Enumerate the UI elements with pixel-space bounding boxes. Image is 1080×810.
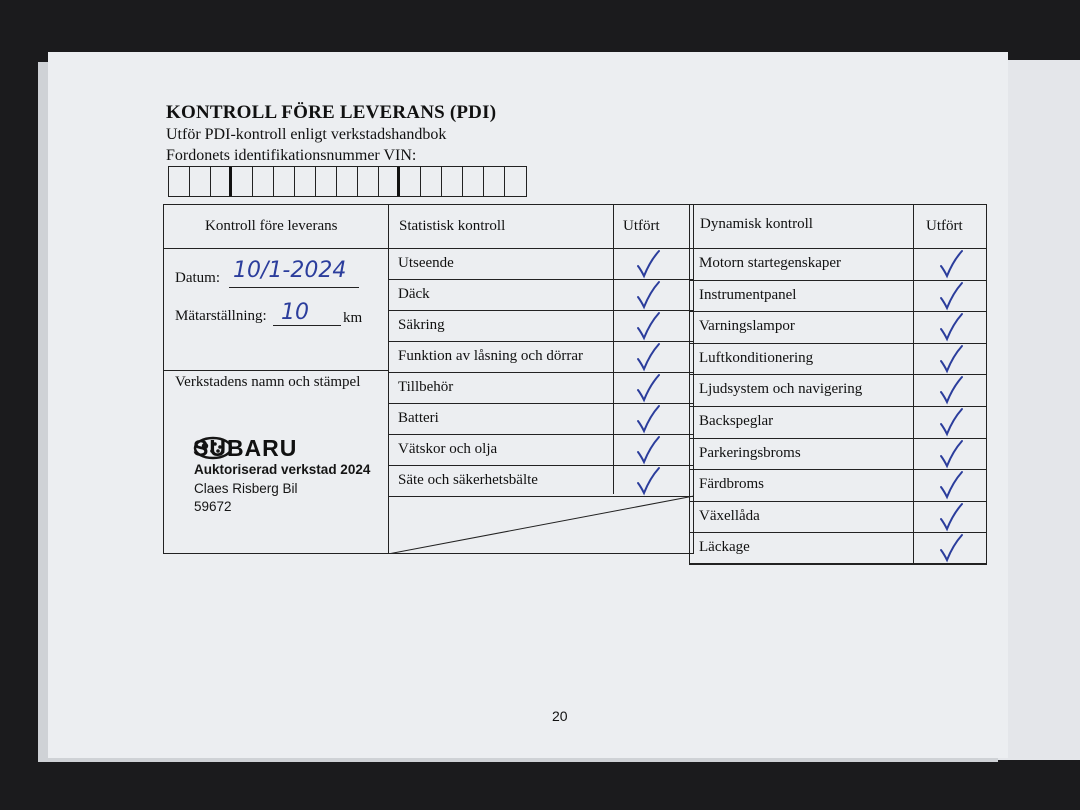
page-title: KONTROLL FÖRE LEVERANS (PDI): [166, 102, 497, 123]
vin-character-box[interactable]: [379, 167, 400, 196]
checkmark-icon[interactable]: [635, 311, 661, 341]
static-item-label: Säte och säkerhetsbälte: [398, 472, 538, 488]
static-item-label: Utseende: [398, 255, 454, 271]
stamp-brand: SUBARU: [193, 435, 298, 461]
checkmark-icon[interactable]: [938, 344, 964, 374]
dynamic-item-label: Instrumentpanel: [699, 286, 797, 303]
vin-character-box[interactable]: [253, 167, 274, 196]
checkmark-icon[interactable]: [635, 249, 661, 279]
dynamic-rows-end: [689, 564, 987, 565]
checkmark-icon[interactable]: [938, 470, 964, 500]
dynamic-item-label: Backspeglar: [699, 413, 774, 429]
left-header-divider: [163, 248, 389, 249]
checkmark-icon[interactable]: [938, 281, 964, 311]
vin-character-box[interactable]: [211, 167, 232, 196]
dynamic-item-label: Parkeringsbroms: [699, 444, 801, 461]
vin-character-box[interactable]: [484, 167, 505, 196]
checkmark-icon[interactable]: [635, 404, 661, 434]
date-label: Datum:: [175, 270, 220, 286]
static-control-header: Statistisk kontroll: [399, 218, 506, 234]
stamp-line-authorized: Auktoriserad verkstad 2024: [194, 462, 371, 477]
vin-character-box[interactable]: [232, 167, 253, 196]
static-item-label: Vätskor och olja: [398, 441, 498, 457]
static-item-label: Funktion av låsning och dörrar: [398, 348, 583, 364]
odometer-value[interactable]: 10: [281, 300, 309, 325]
left-panel-header: Kontroll före leverans: [205, 218, 338, 234]
pdi-form: [163, 204, 986, 564]
vin-character-box[interactable]: [190, 167, 211, 196]
dynamic-item-label: Ljudsystem och navigering: [699, 381, 863, 398]
static-done-header: Utfört: [623, 218, 660, 234]
vin-character-box[interactable]: [274, 167, 295, 196]
static-item-label: Batteri: [398, 410, 439, 426]
page-number: 20: [552, 708, 568, 724]
vin-character-box[interactable]: [400, 167, 421, 196]
workshop-label: Verkstadens namn och stämpel: [175, 374, 361, 390]
vin-character-box[interactable]: [463, 167, 484, 196]
static-item-label: Säkring: [398, 317, 445, 333]
odometer-underline: [273, 325, 341, 326]
vin-character-box[interactable]: [169, 167, 190, 196]
vin-character-box[interactable]: [337, 167, 358, 196]
vin-label: Fordonets identifikationsnummer VIN:: [166, 147, 417, 164]
checkmark-icon[interactable]: [938, 439, 964, 469]
checkmark-icon[interactable]: [635, 466, 661, 496]
vin-character-box[interactable]: [442, 167, 463, 196]
date-underline: [229, 287, 359, 288]
dynamic-item-label: Varningslampor: [699, 318, 795, 335]
checkmark-icon[interactable]: [938, 312, 964, 342]
vin-character-box[interactable]: [421, 167, 442, 196]
checkmark-icon[interactable]: [938, 249, 964, 279]
vin-character-box[interactable]: [358, 167, 379, 196]
document-page: [48, 52, 1008, 758]
dynamic-item-label: Luftkonditionering: [699, 349, 814, 366]
stamp-line-dealer: Claes Risberg Bil: [194, 481, 298, 496]
page-subtitle: Utför PDI-kontroll enligt verkstadshandbok: [166, 126, 447, 143]
checkmark-icon[interactable]: [938, 533, 964, 563]
dynamic-item-label: Färdbroms: [699, 476, 764, 493]
stamp-line-number: 59672: [194, 499, 232, 514]
vin-field[interactable]: [168, 166, 527, 197]
dynamic-item-label: Läckage: [699, 539, 750, 556]
checkmark-icon[interactable]: [635, 280, 661, 310]
checkmark-icon[interactable]: [938, 407, 964, 437]
vin-character-box[interactable]: [316, 167, 337, 196]
dynamic-done-header: Utfört: [926, 218, 963, 234]
checkmark-icon[interactable]: [635, 435, 661, 465]
vin-character-box[interactable]: [505, 167, 526, 196]
checkmark-icon[interactable]: [635, 342, 661, 372]
dynamic-item-label: Motorn startegenskaper: [699, 255, 842, 271]
checkmark-icon[interactable]: [938, 375, 964, 405]
date-value[interactable]: 10/1-2024: [233, 258, 347, 283]
dynamic-item-label: Växellåda: [699, 507, 760, 524]
vin-character-box[interactable]: [295, 167, 316, 196]
dynamic-control-header: Dynamisk kontroll: [700, 216, 813, 232]
odometer-unit: km: [343, 310, 363, 326]
left-section-divider: [163, 370, 389, 371]
static-item-label: Tillbehör: [398, 379, 454, 395]
checkmark-icon[interactable]: [635, 373, 661, 403]
static-diagonal: [388, 494, 694, 554]
dynamic-done-divider: [913, 204, 914, 564]
checkmark-icon[interactable]: [938, 502, 964, 532]
odometer-label: Mätarställning:: [175, 308, 267, 324]
static-item-label: Däck: [398, 286, 430, 302]
